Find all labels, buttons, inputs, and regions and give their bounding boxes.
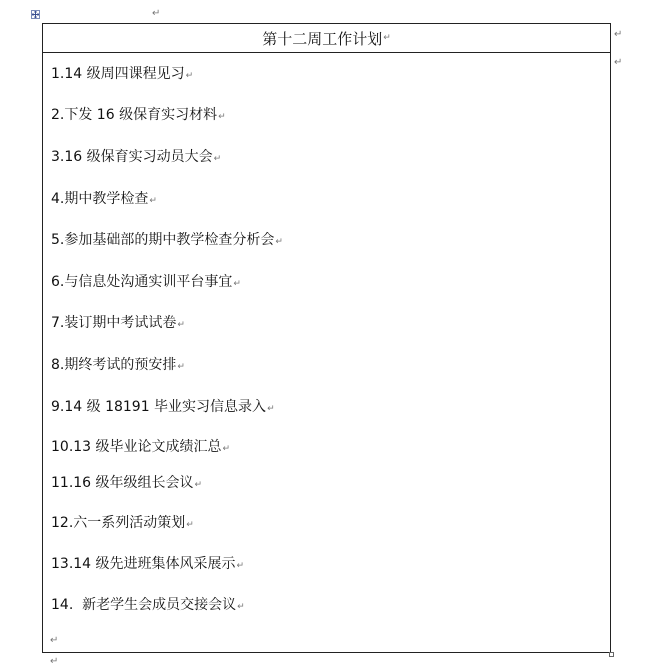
task-item[interactable]: 12.六一系列活动策划↵ <box>51 515 194 531</box>
paragraph-mark: ↵ <box>267 404 275 414</box>
task-item[interactable]: 7.装订期中考试试卷↵ <box>51 315 185 331</box>
task-item[interactable]: 2.下发 16 级保育实习材料↵ <box>51 107 226 123</box>
paragraph-mark: ↵ <box>275 237 283 247</box>
paragraph-mark: ↵ <box>213 154 222 164</box>
row-end-mark: ↵ <box>614 57 623 68</box>
task-item[interactable]: 4.期中教学检查↵ <box>51 191 157 207</box>
paragraph-mark: ↵ <box>222 444 231 454</box>
task-item[interactable]: 10.13 级毕业论文成绩汇总↵ <box>51 439 231 455</box>
work-plan-table <box>42 23 611 653</box>
paragraph-mark: ↵ <box>237 602 245 612</box>
paragraph-mark: ↵ <box>383 33 391 43</box>
paragraph-mark: ↵ <box>149 196 157 206</box>
table-header-cell[interactable] <box>43 24 610 53</box>
paragraph-mark: ↵ <box>50 656 59 667</box>
empty-cell-paragraph-mark: ↵ <box>50 635 59 646</box>
task-item[interactable]: 6.与信息处沟通实训平台事宜↵ <box>51 274 241 290</box>
task-item[interactable]: 1.14 级周四课程见习↵ <box>51 66 194 82</box>
task-item[interactable]: 14. 新老学生会成员交接会议↵ <box>51 597 245 613</box>
paragraph-mark: ↵ <box>152 8 161 19</box>
table-title: 第十二周工作计划 <box>262 29 383 48</box>
task-item[interactable]: 9.14 级 18191 毕业实习信息录入↵ <box>51 399 275 415</box>
paragraph-mark: ↵ <box>177 362 185 372</box>
paragraph-mark: ↵ <box>194 480 203 490</box>
table-resize-handle[interactable] <box>609 652 614 657</box>
move-arrows-icon <box>32 11 39 18</box>
row-end-mark: ↵ <box>614 29 623 40</box>
paragraph-mark: ↵ <box>218 112 226 122</box>
table-move-handle[interactable] <box>31 10 40 19</box>
paragraph-mark: ↵ <box>233 279 241 289</box>
task-item[interactable]: 5.参加基础部的期中教学检查分析会↵ <box>51 232 283 248</box>
paragraph-mark: ↵ <box>236 561 245 571</box>
paragraph-mark: ↵ <box>185 71 194 81</box>
task-item[interactable]: 3.16 级保育实习动员大会↵ <box>51 149 222 165</box>
paragraph-mark: ↵ <box>177 320 185 330</box>
task-item[interactable]: 11.16 级年级组长会议↵ <box>51 475 203 491</box>
task-item[interactable]: 8.期终考试的预安排↵ <box>51 357 185 373</box>
task-item[interactable]: 13.14 级先进班集体风采展示↵ <box>51 556 245 572</box>
paragraph-mark: ↵ <box>186 520 194 530</box>
